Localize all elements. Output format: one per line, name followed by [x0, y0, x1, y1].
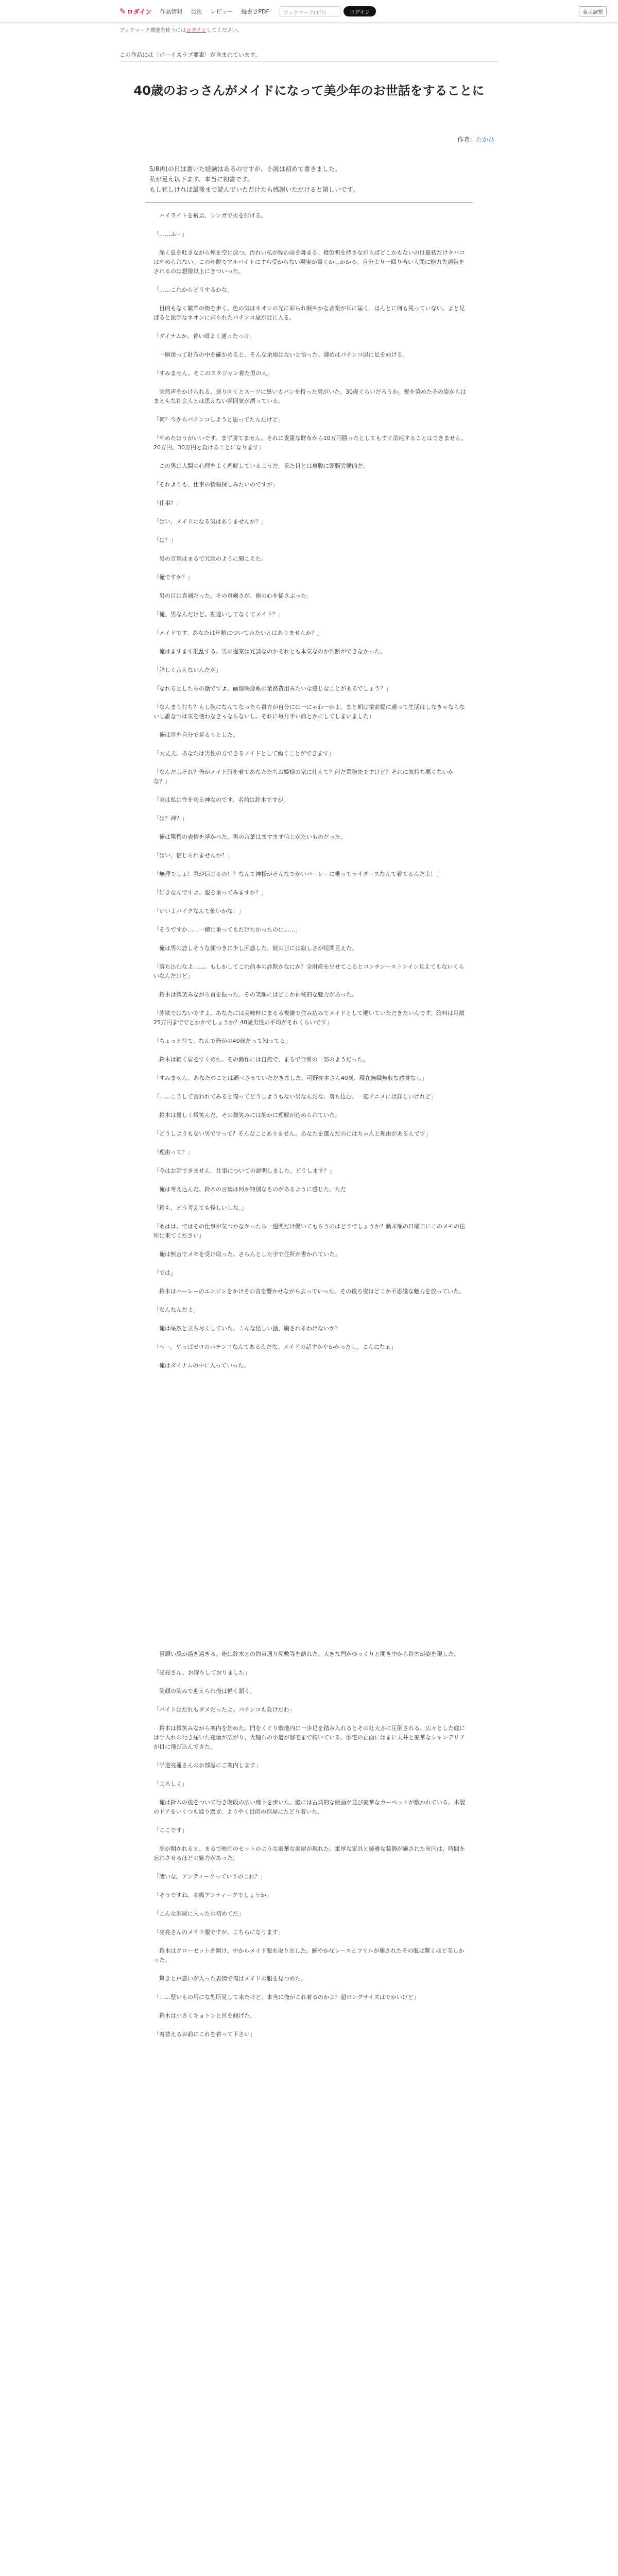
body-paragraph: 「亮亮さんのメイド服ですが、こちらになります」 [153, 1929, 284, 1936]
body-paragraph: 「なんだよそれ？俺がメイド服を着てあなたたちお姫様の家に仕えて？何だ業務先ですけど？それに気持ち悪くないかな？」 [153, 769, 454, 785]
body-paragraph: 俺は鈴木の後をついて行き階段の広い廊下を歩いた。壁には古典的な絵画が並び豪華なカーペットが敷かれている。木製のドアをいくつも通り過ぎ、ようやく目的の部屋にたどり着いた。 [153, 1799, 465, 1815]
body-paragraph: 俺は呆然と立ち尽くしていた。こんな怪しい話、騙されるわけないか？ [153, 1325, 340, 1332]
body-paragraph: 「なんなんだよ」 [153, 1307, 199, 1313]
body-paragraph: 「亮亮さん、お待ちしておりました」 [153, 1669, 250, 1676]
body-paragraph: 「そうですか……一緒に乗ってもだけたかったのに……」 [153, 926, 301, 933]
nav-work-info[interactable]: 作品情報 [160, 8, 183, 15]
scene-break [153, 1380, 468, 1650]
body-paragraph: 鈴木は軽く眉をすくめた。その動作には自然で、まるで日常の一部のようだった。 [153, 1056, 369, 1063]
bookmark-notice [119, 26, 243, 33]
body-paragraph: 冒頭い風が過ぎ過ぎる。俺は鈴木との約束通り屋敷等を訪れた。大きな門がゆっくりと開き中から鈴木が姿を現した。 [153, 1651, 459, 1657]
preface-line: 私が足え以下ます。本当に初書です。 [149, 176, 254, 183]
preface-line: もし宜しければ最後まで読んでいただけたら感謝いただけると嬉しいです。 [149, 186, 359, 193]
body-paragraph: 俺は驚愕の表情を浮かべた。男の言葉はますます信じがたいものだった。 [153, 834, 346, 840]
author-label: 作者： [457, 136, 476, 143]
body-paragraph: 「なれるとしたらの話ですよ。画像映像系の業務費用みたいな感じなことがあるでしょう？」 [153, 685, 391, 692]
body-paragraph: 「は？神？」 [153, 815, 187, 822]
body-paragraph: 「凄いな。アンティークっていうのこれ？」 [153, 1873, 266, 1880]
body-paragraph: 「……ふー」 [153, 231, 187, 238]
body-paragraph: 鈴木は優しく微笑んだ。その微笑みには静かに理解が込められていた。 [153, 1112, 340, 1118]
body-paragraph: 扉が開かれると、まるで映画のセットのような豪華な部屋が現れた。重厚な家具と優雅な装飾が施された室内は、時間を忘れさせるほどの魅力があった。 [153, 1845, 465, 1861]
author-link[interactable]: たかひ [475, 136, 494, 143]
body-paragraph: 「あはは。ではその仕事が気つかなかったら一週間だけ働いてもらうのはどうでしょうか？勤未額の日曜日にこのメモの住所に来てください」 [153, 1223, 465, 1239]
site-header [0, 0, 618, 23]
body-paragraph: 「こんな部屋に入ったの初めてだ」 [153, 1910, 244, 1917]
body-paragraph: 「無理でしょ！誰が信じるの！？なんて神様がそんなでかいバーレーに乗ってライダースなんて着てるんだよ！」 [153, 871, 442, 877]
body-paragraph: 「ここです」 [153, 1827, 187, 1834]
author-line [443, 135, 494, 144]
body-paragraph: 「いいよバイクなんて怖いかな！」 [153, 908, 244, 914]
body-paragraph: 「鈴も、どう考えても怪しいしな。」 [153, 1205, 247, 1211]
body-paragraph: 俺は男の悲しそうな顔つきに少し困惑した。彼の目には寂しさが垣間見えた。 [153, 945, 357, 952]
bookmark-button[interactable]: ブックマーク(1件) [280, 6, 340, 16]
body-paragraph: 「落ち込むなよ……。もしかしてこれ前本の詐欺かなにか？全財産を出せてこるとコンチンーストンイン見えてもないくらいなんだけど」 [153, 963, 465, 979]
body-paragraph: 「詐欺ではないですよ。あなたには美味料にまるる複雑で住み込みでメイドとして働いていただきたいんです。給料は月額25万円まででとかかでしょうか？40歳男性の平均がそれくらいです」 [153, 1010, 465, 1026]
notice-login-link[interactable]: ログイン [186, 28, 207, 33]
nav-toc[interactable]: 目次 [191, 8, 202, 15]
display-settings-button[interactable]: 表示調整 [579, 6, 607, 16]
body-paragraph: 「……こうして言われてみると俺ってどうしようもない男なんだな。落ち込む。一応アニメには詳しいけれど」 [153, 1093, 437, 1100]
nav-review[interactable]: レビュー [210, 8, 233, 15]
body-paragraph: 「俺ですか？」 [153, 574, 193, 581]
body-paragraph: 鈴木はクローゼットを開け、中からメイド服を取り出した。鮮やかなレースとフリルが施されたその服は驚くほど美しかった。 [153, 1947, 465, 1963]
body-paragraph: 「……堅いもの用にな型所見して来たけど。本当に俺がこれ着るのかよ？超ロングサイズはでかいけど」 [153, 1994, 419, 2001]
body-paragraph: 「仕事？」 [153, 500, 182, 506]
body-paragraph: 鈴木は微笑みながら案内を始めた。門をくぐり敷地内に一歩足を踏み入れるとその壮大さに圧倒される。広々とした庭には手入れの行き届いた花壇が広がり、大理石の小道が邸宅まで続いている。邸宅の正面にはまに天井と豪華なシャンデリアが目に飛び込んできた。 [153, 1725, 465, 1750]
body-paragraph: 「好きなんですよ。服を乗ってみますか？」 [153, 889, 267, 896]
preface-divider [145, 202, 473, 203]
body-paragraph: 鈴木は小さくキョトンと首を傾げた。 [153, 2012, 255, 2019]
body-paragraph: 深く息を吐きながら煙を空に放つ。汚れい私が煙の雨を舞まる。橙色明を持さながらばどこかもないのは最初だけタバコはやめられない。この年齢でアルバイトにすら受からない現実が重くかしかかる。自分より一回り若い人間に能力失通告をされるのは想像以上にきついった。 [153, 249, 465, 275]
body-paragraph: 「はい、メイドになる気はありませんか？」 [153, 518, 267, 525]
notice-suffix: してください。 [206, 28, 243, 33]
body-paragraph: 「へー。やっぱゼロのパチンコなんてあるんだな。メイドの話すかやかかったし、こんになぁ」 [153, 1344, 397, 1350]
body-paragraph: 「どうしようもない男ですって？そんなことありません。あなたを選んだのにはちゃんと理由があるんです」 [153, 1130, 431, 1137]
login-button[interactable]: ログイン [344, 6, 376, 16]
body-paragraph: 「それよりも、仕事の情報探しみたいのですが」 [153, 481, 278, 488]
body-paragraph: 「大丈夫。あなたは男性の方できるノイドとして働くことができます」 [153, 750, 335, 757]
body-paragraph: 俺は考え込んだ。鈴木の言葉は何か特別なものがあるように感じた。ただ [153, 1186, 346, 1193]
body-paragraph: 「やめたほうがいいです。まず勝てません。それに貴重な財布から10万円勝ったとしてもすぐ消耗することはできません。20万円、30万円と負けることになります」 [153, 435, 467, 451]
logo-text: ロダイン [127, 8, 152, 15]
body-paragraph: 「何？今からパチンコしようと思ってたんだけど」 [153, 416, 284, 423]
novel-title: 40歳のおっさんがメイドになって美少年のお世話をすることに [133, 83, 485, 98]
body-paragraph: 「ダイナムか。着い頃よく通ったっけ」 [153, 333, 255, 340]
body-paragraph: 俺はダイナムの中に入っていった。 [153, 1362, 250, 1369]
body-paragraph: 男の目は真剣だった。その真剣さが、俺の心を揺さぶった。 [153, 592, 312, 599]
body-paragraph: この男は人間の心理をよく理解しているようだ。見た目とは裏腹に頭脳労働的だ。 [153, 463, 369, 469]
body-paragraph: 「詳しく言えないんだが」 [153, 667, 221, 673]
body-paragraph: 目的もなく繁華の街を歩く。色の気はネオンの光に彩られ眠やかな音楽が耳に届く。ほんとに何も残っていない。よと見ばると派手なネオンに彩られたパチンコ屋が目に入る。 [153, 305, 465, 321]
body-paragraph: 笑顔の笑みで迎えられ俺は軽く頷く。 [153, 1688, 255, 1694]
body-paragraph: 俺は無言でメモを受け取った。さらんとした字で住所が書かれていた。 [153, 1251, 340, 1258]
body-paragraph: 「メイドです。あなたは年齢についてみたいとはありませんか？」 [153, 630, 323, 636]
body-paragraph: 一瞬迷って財布の中を確かめると、そんな余裕はないと悟った。諦めはパチンコ屋に足を向ける。 [153, 351, 408, 358]
content-warning-banner: この作品には〔ボーイズラブ要素〕が含まれています。 [119, 47, 499, 62]
body-paragraph: 「……これからどうするかな」 [153, 286, 233, 293]
site-logo[interactable] [119, 7, 151, 16]
header-bar [119, 0, 612, 23]
body-paragraph: ハイライトを飛ぶ、シンガで火を付ける。 [153, 212, 267, 219]
body-paragraph: 驚きと戸惑いが入った表情で俺はメイドの服を見つめた。 [153, 1975, 306, 1982]
body-paragraph: 「バイトはだれもダメだったよ。パチンコも負けだわ」 [153, 1706, 295, 1713]
novel-body [153, 211, 468, 2048]
body-paragraph: 「はい、信じられませんか？」 [153, 852, 233, 859]
body-part-2 [153, 1650, 468, 2039]
preface-line: 5/8再(の日は書いた経験はあるのですが、小説は初めて書きました。 [149, 165, 341, 173]
body-paragraph: 「では」 [153, 1269, 176, 1276]
body-paragraph: 突然声をかけられる。振り向くとスーツに黒いカバンを持った男がいた。30歳ぐらいだろうか。髪を染めたその姿からはまともな社会人とは思えない雰囲気が漂っている。 [153, 388, 467, 404]
body-paragraph: 「は？」 [153, 537, 176, 544]
body-paragraph: 「実は私は性を司る神なのです。名前は鈴木ですが」 [153, 796, 289, 803]
body-paragraph: 鈴木は微笑みながら首を振った。その笑顔にはどこか神秘的な魅力があった。 [153, 991, 357, 998]
body-paragraph: 「なんまり打ち？もし腕になんてなったら貴方が自分には一にゃわ一かよ。まと朝は業前提に通って生活はしなきゃならないし誰なつは気を使わなきゃならないし。それに毎月手い前とかにしてしまいました」 [153, 704, 465, 720]
body-part-1 [153, 211, 468, 1370]
body-paragraph: 「着替えるお前にこれを着って下さい」 [153, 2031, 255, 2038]
body-paragraph: 「よろしく」 [153, 1781, 187, 1787]
body-paragraph: 「すみません、あなたのことは調べさせていただきました。可野亮本さん40歳、現在無職無収な感覚なし」 [153, 1075, 427, 1081]
preface [149, 164, 479, 195]
body-paragraph: 鈴木はハーレーのエンジンをかけその音を響かせながら去っていった。その後ろ姿はどこか不思議な魅力を放っていた。 [153, 1288, 465, 1295]
logo-pen-icon: ✎ [119, 7, 126, 16]
body-paragraph: 「ちょっと待て。なんで俺がの40歳だって知ってる」 [153, 1038, 291, 1044]
notice-prefix: ブックマーク機能を使うには [119, 28, 186, 33]
body-paragraph: 「理由って？」 [153, 1149, 193, 1156]
nav-vertical-pdf[interactable]: 縦書きPDF [241, 8, 269, 15]
body-paragraph: 男の言葉はまるで冗談のように聞こえた。 [153, 555, 267, 562]
body-paragraph: 「今はお話できません。仕事についての説明しました。どうします？」 [153, 1167, 335, 1174]
body-paragraph: 「そうですね。高級アンティークでしょうか」 [153, 1892, 272, 1899]
body-paragraph: 「学道亮蓮さんのお部屋にご案内します」 [153, 1762, 261, 1769]
body-paragraph: 俺は答を自分で見るうとした。 [153, 732, 238, 738]
body-paragraph: 俺はますます混乱する。男の提案は冗談なのかそれとも本気なのか判断ができなかった。 [153, 648, 386, 655]
body-paragraph: 「俺、男なんだけど。勘違いしてなくてメイド？」 [153, 611, 284, 618]
body-paragraph: 「すみません。そこのスタジャン着た男の人」 [153, 370, 273, 377]
